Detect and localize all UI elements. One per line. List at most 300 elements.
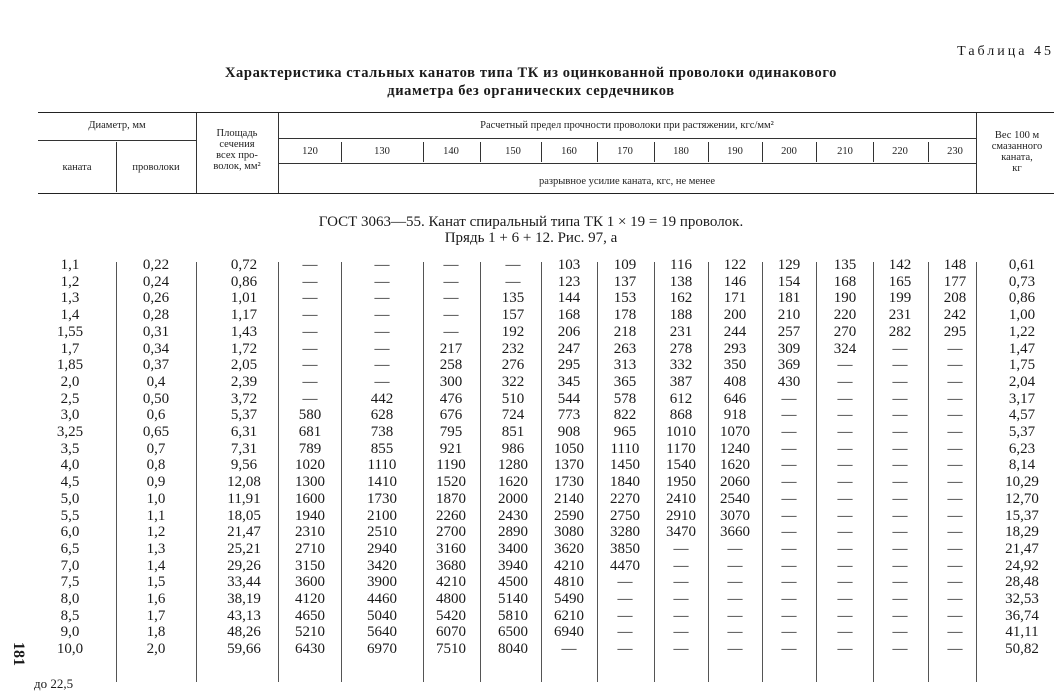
table-cell: 868 <box>669 407 693 424</box>
table-cell: 135 <box>833 257 857 273</box>
table-cell: 0,28 <box>142 307 170 324</box>
table-cell: 2540 <box>720 490 750 507</box>
table-cell: — <box>892 390 908 407</box>
table-cell: 1,5 <box>146 574 166 591</box>
grade-subrule <box>278 163 976 164</box>
table-cell: 178 <box>613 307 637 324</box>
table-cell: 1110 <box>367 457 397 474</box>
table-cell: 4500 <box>498 574 528 591</box>
header-rope: каната <box>62 162 92 173</box>
header-diameter: Диаметр, мм <box>88 120 146 131</box>
table-cell: — <box>617 574 633 591</box>
table-cell: 1540 <box>666 457 696 474</box>
table-cell: 12,08 <box>227 474 261 491</box>
table-cell: 0,65 <box>142 424 170 440</box>
table-cell: 1170 <box>666 440 696 457</box>
strength-subrule <box>278 138 976 139</box>
table-cell: — <box>947 440 963 457</box>
table-cell: 257 <box>777 323 801 340</box>
table-cell: 0,22 <box>142 257 170 273</box>
table-cell: — <box>617 624 633 641</box>
grade-divider <box>341 142 342 162</box>
table-cell: — <box>947 524 963 541</box>
table-cell: 109 <box>613 257 637 273</box>
table-cell: 25,21 <box>227 540 261 557</box>
table-cell: — <box>781 557 797 574</box>
table-cell: 2100 <box>367 507 397 524</box>
table-cell: 3,25 <box>56 424 84 440</box>
table-cell: 1,1 <box>60 257 80 273</box>
table-cell: 4800 <box>436 591 466 607</box>
table-cell: 1620 <box>720 457 750 474</box>
table-cell: 2890 <box>498 524 528 541</box>
table-cell: 10,0 <box>56 641 84 658</box>
title-line-1: Характеристика стальных канатов типа ТК из оцинкованной проволоки одинакового <box>224 65 837 81</box>
table-cell: 365 <box>613 373 637 390</box>
table-cell: 5420 <box>436 607 466 624</box>
table-cell: 1,22 <box>1008 323 1036 340</box>
table-cell: 313 <box>613 357 637 374</box>
table-cell: 0,6 <box>146 407 166 424</box>
table-cell: 0,61 <box>1008 257 1036 273</box>
table-cell: — <box>947 390 963 407</box>
table-cell: 2410 <box>666 490 696 507</box>
table-cell: 0,31 <box>142 323 170 340</box>
table-cell: 2910 <box>666 507 696 524</box>
grade-label: 200 <box>781 146 797 157</box>
table-cell: 1,6 <box>146 591 166 607</box>
table-cell: 1,0 <box>146 490 166 507</box>
table-cell: 38,19 <box>227 591 261 607</box>
table-cell: 4810 <box>554 574 584 591</box>
table-cell: 263 <box>613 340 637 357</box>
table-cell: 1620 <box>498 474 528 491</box>
table-cell: — <box>727 540 743 557</box>
table-cell: — <box>837 591 853 607</box>
table-cell: 918 <box>723 407 747 424</box>
table-cell: 192 <box>501 323 525 340</box>
table-cell: 628 <box>370 407 394 424</box>
table-cell: — <box>727 641 743 658</box>
table-cell: 4120 <box>295 591 325 607</box>
table-cell: 3150 <box>295 557 325 574</box>
table-cell: 4,57 <box>1008 407 1036 424</box>
table-cell: 1,2 <box>146 524 166 541</box>
table-cell: — <box>374 307 390 324</box>
table-cell: — <box>781 407 797 424</box>
table-cell: 154 <box>777 273 801 290</box>
table-cell: — <box>302 390 318 407</box>
table-cell: 137 <box>613 273 637 290</box>
table-cell: 1450 <box>610 457 640 474</box>
table-cell: — <box>302 357 318 374</box>
table-cell: 676 <box>439 407 463 424</box>
header-area-line: всех про- <box>216 150 258 161</box>
table-cell: 430 <box>777 373 801 390</box>
table-cell: — <box>947 624 963 641</box>
table-cell: 1050 <box>554 440 584 457</box>
table-cell: — <box>781 574 797 591</box>
table-cell: 3400 <box>498 540 528 557</box>
table-cell: — <box>892 474 908 491</box>
table-cell: — <box>302 273 318 290</box>
table-cell: 1190 <box>436 457 466 474</box>
table-cell: 2,04 <box>1008 373 1036 390</box>
table-cell: 1730 <box>367 490 397 507</box>
table-cell: 6500 <box>498 624 528 641</box>
table-cell: 199 <box>888 290 912 307</box>
table-cell: — <box>727 591 743 607</box>
table-cell: 9,56 <box>230 457 258 474</box>
grade-label: 150 <box>505 146 521 157</box>
table-cell: 2140 <box>554 490 584 507</box>
table-cell: 908 <box>557 424 581 440</box>
table-cell: 2430 <box>498 507 528 524</box>
table-cell: 1600 <box>295 490 325 507</box>
table-cell: 309 <box>777 340 801 357</box>
table-cell: 350 <box>723 357 747 374</box>
table-title <box>0 64 1062 100</box>
header-weight-line: смазанного <box>991 141 1043 152</box>
table-cell: 986 <box>501 440 525 457</box>
table-cell: — <box>947 474 963 491</box>
table-cell: 3680 <box>436 557 466 574</box>
table-cell: — <box>837 440 853 457</box>
table-cell: — <box>837 557 853 574</box>
table-cell: 122 <box>723 257 747 273</box>
table-cell: 0,86 <box>230 273 258 290</box>
table-cell: — <box>374 257 390 273</box>
table-cell: 282 <box>888 323 912 340</box>
table-cell: 1940 <box>295 507 325 524</box>
table-cell: — <box>947 540 963 557</box>
table-cell: — <box>727 624 743 641</box>
table-cell: 21,47 <box>227 524 261 541</box>
table-cell: 24,92 <box>1005 557 1039 574</box>
table-cell: — <box>302 307 318 324</box>
table-cell: 43,13 <box>227 607 261 624</box>
table-cell: 0,86 <box>1008 290 1036 307</box>
table-cell: — <box>947 641 963 658</box>
table-cell: 646 <box>723 390 747 407</box>
table-cell: 3660 <box>720 524 750 541</box>
table-cell: — <box>443 257 459 273</box>
table-cell: 3420 <box>367 557 397 574</box>
table-cell: 258 <box>439 357 463 374</box>
table-cell: 190 <box>833 290 857 307</box>
table-cell: — <box>892 507 908 524</box>
table-cell: — <box>673 624 689 641</box>
table-cell: 4,0 <box>60 457 80 474</box>
table-cell: 6940 <box>554 624 584 641</box>
table-cell: — <box>617 591 633 607</box>
grade-divider <box>597 142 598 162</box>
table-cell: 247 <box>557 340 581 357</box>
table-cell: 144 <box>557 290 581 307</box>
table-cell: 12,70 <box>1005 490 1039 507</box>
table-cell: — <box>837 357 853 374</box>
table-cell: 6070 <box>436 624 466 641</box>
table-cell: 177 <box>943 273 967 290</box>
table-cell: 41,11 <box>1005 624 1039 641</box>
table-cell: 3470 <box>666 524 696 541</box>
table-cell: 5,0 <box>60 490 80 507</box>
title-line-2: диаметра без органических сердечников <box>387 83 675 99</box>
table-cell: 4,5 <box>60 474 80 491</box>
table-cell: 2940 <box>367 540 397 557</box>
table-cell: 965 <box>613 424 637 440</box>
table-cell: 1870 <box>436 490 466 507</box>
table-cell: — <box>617 641 633 658</box>
table-cell: — <box>374 290 390 307</box>
table-cell: — <box>892 524 908 541</box>
table-cell: — <box>892 607 908 624</box>
table-cell: 6,0 <box>60 524 80 541</box>
grade-label: 160 <box>561 146 577 157</box>
table-cell: 59,66 <box>227 641 261 658</box>
header-bottom-rule <box>38 193 1054 194</box>
table-cell: 244 <box>723 323 747 340</box>
table-cell: 295 <box>943 323 967 340</box>
table-cell: 1,1 <box>146 507 166 524</box>
table-cell: 476 <box>439 390 463 407</box>
table-cell: — <box>781 474 797 491</box>
column-divider <box>196 262 197 682</box>
table-cell: — <box>947 557 963 574</box>
table-cell: 3,17 <box>1008 390 1036 407</box>
table-cell: — <box>837 490 853 507</box>
table-cell: 4470 <box>610 557 640 574</box>
table-cell: 724 <box>501 407 525 424</box>
table-cell: 206 <box>557 323 581 340</box>
table-cell: 822 <box>613 407 637 424</box>
table-cell: 6,23 <box>1008 440 1036 457</box>
table-cell: — <box>781 440 797 457</box>
table-cell: — <box>892 540 908 557</box>
table-cell: 2,05 <box>230 357 258 374</box>
table-cell: 29,26 <box>227 557 261 574</box>
table-cell: 6,31 <box>230 424 258 440</box>
table-cell: — <box>443 290 459 307</box>
grade-divider <box>873 142 874 162</box>
table-cell: 2,39 <box>230 373 258 390</box>
table-cell: 293 <box>723 340 747 357</box>
table-cell: — <box>947 457 963 474</box>
grade-divider <box>654 142 655 162</box>
table-cell: — <box>302 373 318 390</box>
table-cell: 5,37 <box>230 407 258 424</box>
table-cell: 8,0 <box>60 591 80 607</box>
table-cell: — <box>302 257 318 273</box>
table-cell: 231 <box>669 323 693 340</box>
grade-divider <box>708 142 709 162</box>
table-cell: 0,8 <box>146 457 166 474</box>
table-cell: — <box>374 373 390 390</box>
table-cell: — <box>947 507 963 524</box>
table-cell: 48,26 <box>227 624 261 641</box>
table-cell: 168 <box>833 273 857 290</box>
table-cell: — <box>837 607 853 624</box>
table-cell: 8,14 <box>1008 457 1036 474</box>
table-cell: 789 <box>298 440 322 457</box>
table-cell: 1300 <box>295 474 325 491</box>
table-cell: 103 <box>557 257 581 273</box>
grade-divider <box>928 142 929 162</box>
header-area-line: Площадь <box>216 128 258 139</box>
table-cell: — <box>837 524 853 541</box>
table-cell: — <box>892 574 908 591</box>
table-cell: 7,5 <box>60 574 80 591</box>
table-cell: 135 <box>501 290 525 307</box>
table-cell: — <box>374 340 390 357</box>
table-cell: 510 <box>501 390 525 407</box>
table-cell: 0,37 <box>142 357 170 374</box>
table-cell: 3600 <box>295 574 325 591</box>
column-divider <box>278 262 279 682</box>
table-cell: — <box>374 323 390 340</box>
table-cell: 5,5 <box>60 507 80 524</box>
table-cell: 3080 <box>554 524 584 541</box>
table-cell: — <box>837 641 853 658</box>
column-divider <box>116 262 117 682</box>
table-cell: — <box>302 290 318 307</box>
table-cell: 9,0 <box>60 624 80 641</box>
table-cell: 1370 <box>554 457 584 474</box>
table-cell: 1,00 <box>1008 307 1036 324</box>
table-cell: 5490 <box>554 591 584 607</box>
table-cell: 171 <box>723 290 747 307</box>
table-cell: 1020 <box>295 457 325 474</box>
table-cell: — <box>302 323 318 340</box>
table-cell: 36,74 <box>1005 607 1039 624</box>
table-cell: — <box>837 457 853 474</box>
table-cell: 2590 <box>554 507 584 524</box>
table-cell: 278 <box>669 340 693 357</box>
table-cell: 157 <box>501 307 525 324</box>
table-cell: — <box>781 507 797 524</box>
table-cell: 5210 <box>295 624 325 641</box>
table-cell: 1,8 <box>146 624 166 641</box>
table-cell: 2270 <box>610 490 640 507</box>
table-cell: 129 <box>777 257 801 273</box>
table-cell: — <box>892 591 908 607</box>
table-cell: 5640 <box>367 624 397 641</box>
table-cell: — <box>837 407 853 424</box>
table-cell: 7,0 <box>60 557 80 574</box>
table-cell: 1,4 <box>60 307 80 324</box>
table-cell: 5140 <box>498 591 528 607</box>
table-cell: 1,3 <box>146 540 166 557</box>
table-cell: — <box>892 407 908 424</box>
gost-subtitle <box>0 214 1062 246</box>
subtitle-line-2: Прядь 1 + 6 + 12. Рис. 97, а <box>444 230 618 246</box>
table-cell: — <box>505 257 521 273</box>
table-cell: 7,31 <box>230 440 258 457</box>
table-cell: 1,01 <box>230 290 258 307</box>
table-cell: 2700 <box>436 524 466 541</box>
table-cell: 921 <box>439 440 463 457</box>
table-cell: 3620 <box>554 540 584 557</box>
grade-label: 190 <box>727 146 743 157</box>
table-cell: 168 <box>557 307 581 324</box>
table-cell: 1950 <box>666 474 696 491</box>
table-cell: 21,47 <box>1005 540 1039 557</box>
table-cell: 3,72 <box>230 390 258 407</box>
table-cell: — <box>781 540 797 557</box>
table-cell: — <box>443 307 459 324</box>
table-cell: 345 <box>557 373 581 390</box>
table-cell: — <box>947 424 963 440</box>
grade-label: 170 <box>617 146 633 157</box>
table-cell: — <box>727 557 743 574</box>
table-cell: 2,0 <box>60 373 80 390</box>
table-cell: 6210 <box>554 607 584 624</box>
table-cell: 544 <box>557 390 581 407</box>
table-cell: 1840 <box>610 474 640 491</box>
table-cell: — <box>781 524 797 541</box>
table-cell: — <box>947 574 963 591</box>
table-cell: — <box>947 490 963 507</box>
header-wire: проволоки <box>132 162 180 173</box>
table-cell: 387 <box>669 373 693 390</box>
last-row-note: до 22,5 <box>34 676 74 691</box>
table-cell: 11,91 <box>227 490 261 507</box>
grade-label: 210 <box>837 146 853 157</box>
table-cell: — <box>505 273 521 290</box>
table-cell: 773 <box>557 407 581 424</box>
table-cell: — <box>947 591 963 607</box>
table-cell: 300 <box>439 373 463 390</box>
table-cell: 1,7 <box>60 340 80 357</box>
table-cell: 116 <box>670 257 692 273</box>
table-cell: 33,44 <box>227 574 261 591</box>
table-cell: 162 <box>669 290 693 307</box>
table-cell: 0,34 <box>142 340 170 357</box>
table-cell: 3070 <box>720 507 750 524</box>
table-cell: 1,17 <box>230 307 258 324</box>
table-cell: 217 <box>439 340 463 357</box>
table-cell: 218 <box>613 323 637 340</box>
table-cell: 8040 <box>498 641 528 658</box>
table-cell: 1240 <box>720 440 750 457</box>
grade-divider <box>480 142 481 162</box>
table-cell: 5040 <box>367 607 397 624</box>
table-cell: — <box>443 323 459 340</box>
table-cell: 32,53 <box>1005 591 1039 607</box>
grade-label: 230 <box>947 146 963 157</box>
table-cell: 1110 <box>610 440 640 457</box>
table-cell: — <box>374 357 390 374</box>
table-cell: — <box>781 591 797 607</box>
header-area-line: волок, мм² <box>213 161 261 172</box>
page-number: 181 <box>10 642 27 666</box>
table-cell: 28,48 <box>1005 574 1039 591</box>
table-cell: 10,29 <box>1005 474 1039 491</box>
table-cell: 580 <box>298 407 322 424</box>
table-cell: 295 <box>557 357 581 374</box>
table-cell: — <box>374 273 390 290</box>
table-cell: 3940 <box>498 557 528 574</box>
table-cell: — <box>892 340 908 357</box>
table-cell: 18,05 <box>227 507 261 524</box>
diameter-subrule <box>38 140 196 141</box>
table-cell: 6430 <box>295 641 325 658</box>
table-cell: — <box>892 490 908 507</box>
table-cell: 242 <box>943 307 967 324</box>
table-cell: 181 <box>777 290 801 307</box>
table-cell: 2,5 <box>60 390 80 407</box>
table-cell: 2710 <box>295 540 325 557</box>
